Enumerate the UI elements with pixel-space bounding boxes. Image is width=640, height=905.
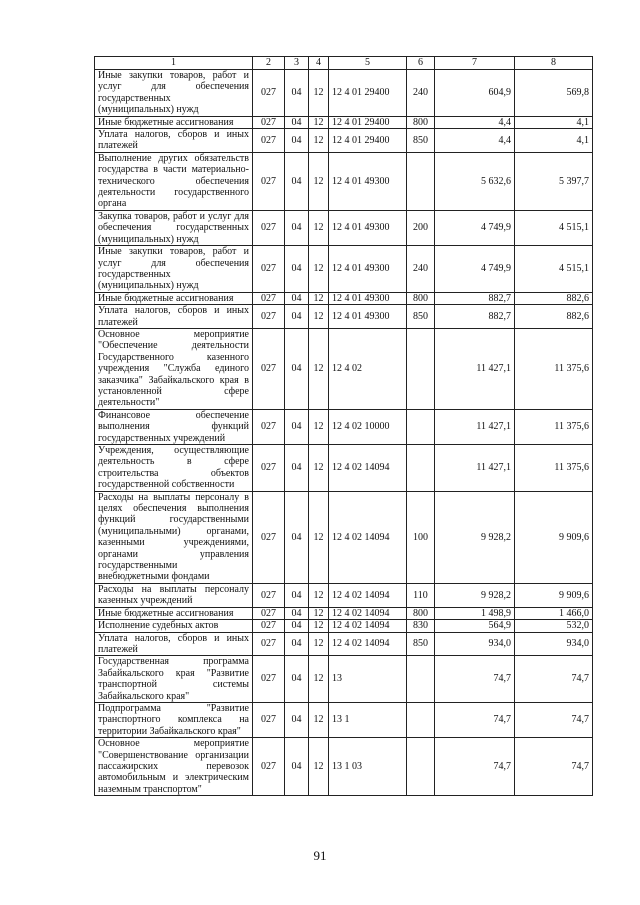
section-cell: 04 — [285, 632, 309, 656]
section-cell: 04 — [285, 491, 309, 583]
expense-type-cell: 100 — [407, 491, 435, 583]
section-cell: 04 — [285, 210, 309, 245]
table-row — [95, 656, 593, 703]
ministry-code-cell: 027 — [253, 607, 285, 619]
subsection-cell: 12 — [309, 328, 329, 409]
ministry-code-cell: 027 — [253, 210, 285, 245]
amount-col8-cell: 4 515,1 — [515, 246, 593, 293]
expense-type-cell: 200 — [407, 210, 435, 245]
target-article-cell: 12 4 01 49300 — [329, 210, 407, 245]
expense-type-cell: 850 — [407, 129, 435, 153]
row-name-cell: Подпрограмма "Развитие транспортного комплекса на территории Забайкальского края" — [95, 702, 253, 737]
amount-col8-cell: 11 375,6 — [515, 445, 593, 492]
expense-type-cell: 800 — [407, 607, 435, 619]
amount-col8-cell: 569,8 — [515, 70, 593, 117]
section-cell: 04 — [285, 445, 309, 492]
subsection-cell: 12 — [309, 620, 329, 632]
ministry-code-cell: 027 — [253, 70, 285, 117]
ministry-code-cell: 027 — [253, 702, 285, 737]
amount-col7-cell: 882,7 — [435, 305, 515, 329]
amount-col7-cell: 1 498,9 — [435, 607, 515, 619]
table-row — [95, 292, 593, 304]
section-cell: 04 — [285, 305, 309, 329]
target-article-cell: 12 4 02 14094 — [329, 620, 407, 632]
amount-col8-cell: 4,1 — [515, 129, 593, 153]
subsection-cell: 12 — [309, 210, 329, 245]
row-name-cell: Иные бюджетные ассигнования — [95, 292, 253, 304]
table-row — [95, 116, 593, 128]
amount-col8-cell: 11 375,6 — [515, 409, 593, 444]
amount-col8-cell: 9 909,6 — [515, 583, 593, 607]
expense-type-cell — [407, 445, 435, 492]
target-article-cell: 12 4 02 14094 — [329, 632, 407, 656]
table-row — [95, 70, 593, 117]
ministry-code-cell: 027 — [253, 656, 285, 703]
row-name-cell: Закупка товаров, работ и услуг для обеспечения государственных (муниципальных) нужд — [95, 210, 253, 245]
amount-col7-cell: 5 632,6 — [435, 152, 515, 210]
row-name-cell: Основное мероприятие "Обеспечение деятельности Государственного казенного учреждения "Служба единого заказчика" Забайкальского края в установленной сфере деятельности" — [95, 328, 253, 409]
subsection-cell: 12 — [309, 292, 329, 304]
section-cell: 04 — [285, 116, 309, 128]
amount-col8-cell: 9 909,6 — [515, 491, 593, 583]
amount-col8-cell: 934,0 — [515, 632, 593, 656]
expense-type-cell: 800 — [407, 292, 435, 304]
section-cell: 04 — [285, 656, 309, 703]
ministry-code-cell: 027 — [253, 246, 285, 293]
expense-type-cell: 240 — [407, 246, 435, 293]
page-number: 91 — [313, 848, 327, 863]
ministry-code-cell: 027 — [253, 491, 285, 583]
amount-col8-cell: 74,7 — [515, 702, 593, 737]
amount-col7-cell: 4 749,9 — [435, 246, 515, 293]
expense-type-cell: 240 — [407, 70, 435, 117]
row-name-cell: Иные закупки товаров, работ и услуг для обеспечения государственных (муниципальных) нужд — [95, 246, 253, 293]
target-article-cell: 13 1 03 — [329, 738, 407, 796]
amount-col8-cell: 1 466,0 — [515, 607, 593, 619]
target-article-cell: 12 4 01 29400 — [329, 116, 407, 128]
target-article-cell: 13 — [329, 656, 407, 703]
target-article-cell: 12 4 02 14094 — [329, 607, 407, 619]
ministry-code-cell: 027 — [253, 620, 285, 632]
subsection-cell: 12 — [309, 246, 329, 293]
expense-type-cell: 800 — [407, 116, 435, 128]
amount-col7-cell: 4 749,9 — [435, 210, 515, 245]
section-cell: 04 — [285, 292, 309, 304]
ministry-code-cell: 027 — [253, 632, 285, 656]
table-row — [95, 738, 593, 796]
table-row — [95, 702, 593, 737]
target-article-cell: 12 4 02 — [329, 328, 407, 409]
section-cell: 04 — [285, 738, 309, 796]
section-cell: 04 — [285, 129, 309, 153]
target-article-cell: 13 1 — [329, 702, 407, 737]
section-cell: 04 — [285, 328, 309, 409]
amount-col7-cell: 4,4 — [435, 116, 515, 128]
table-row — [95, 246, 593, 293]
amount-col8-cell: 882,6 — [515, 292, 593, 304]
row-name-cell: Выполнение других обязательств государства в части материально-технического обеспечения деятельности государственного органа — [95, 152, 253, 210]
amount-col8-cell: 4 515,1 — [515, 210, 593, 245]
row-name-cell: Основное мероприятие "Совершенствование организации пассажирских перевозок автомобильным и электрическим наземным транспортом" — [95, 738, 253, 796]
amount-col7-cell: 564,9 — [435, 620, 515, 632]
amount-col8-cell: 882,6 — [515, 305, 593, 329]
ministry-code-cell: 027 — [253, 328, 285, 409]
section-cell: 04 — [285, 246, 309, 293]
target-article-cell: 12 4 01 49300 — [329, 305, 407, 329]
amount-col8-cell: 74,7 — [515, 738, 593, 796]
amount-col7-cell: 604,9 — [435, 70, 515, 117]
expense-type-cell — [407, 702, 435, 737]
subsection-cell: 12 — [309, 607, 329, 619]
row-name-cell: Уплата налогов, сборов и иных платежей — [95, 305, 253, 329]
target-article-cell: 12 4 02 14094 — [329, 445, 407, 492]
ministry-code-cell: 027 — [253, 152, 285, 210]
ministry-code-cell: 027 — [253, 738, 285, 796]
subsection-cell: 12 — [309, 656, 329, 703]
subsection-cell: 12 — [309, 583, 329, 607]
subsection-cell: 12 — [309, 129, 329, 153]
table-header-row — [95, 57, 593, 70]
target-article-cell: 12 4 02 14094 — [329, 583, 407, 607]
column-header: 8 — [515, 57, 593, 70]
section-cell: 04 — [285, 409, 309, 444]
row-name-cell: Расходы на выплаты персоналу в целях обеспечения выполнения функций государственными (муниципальными) органами, казенными учреждениями, органами управления государственными внебюджетными фондами — [95, 491, 253, 583]
table-row — [95, 409, 593, 444]
table-row — [95, 583, 593, 607]
amount-col7-cell: 11 427,1 — [435, 409, 515, 444]
expense-type-cell — [407, 409, 435, 444]
column-header: 7 — [435, 57, 515, 70]
amount-col8-cell: 5 397,7 — [515, 152, 593, 210]
target-article-cell: 12 4 02 10000 — [329, 409, 407, 444]
subsection-cell: 12 — [309, 409, 329, 444]
expense-type-cell — [407, 328, 435, 409]
section-cell: 04 — [285, 583, 309, 607]
row-name-cell: Финансовое обеспечение выполнения функций государственных учреждений — [95, 409, 253, 444]
row-name-cell: Иные закупки товаров, работ и услуг для обеспечения государственных (муниципальных) нужд — [95, 70, 253, 117]
amount-col8-cell: 532,0 — [515, 620, 593, 632]
amount-col7-cell: 4,4 — [435, 129, 515, 153]
table-row — [95, 445, 593, 492]
amount-col8-cell: 11 375,6 — [515, 328, 593, 409]
subsection-cell: 12 — [309, 116, 329, 128]
amount-col7-cell: 74,7 — [435, 738, 515, 796]
row-name-cell: Уплата налогов, сборов и иных платежей — [95, 632, 253, 656]
ministry-code-cell: 027 — [253, 116, 285, 128]
section-cell: 04 — [285, 70, 309, 117]
row-name-cell: Иные бюджетные ассигнования — [95, 607, 253, 619]
table-body — [95, 70, 593, 796]
target-article-cell: 12 4 01 49300 — [329, 246, 407, 293]
amount-col8-cell: 4,1 — [515, 116, 593, 128]
budget-table — [94, 56, 593, 796]
subsection-cell: 12 — [309, 491, 329, 583]
subsection-cell: 12 — [309, 702, 329, 737]
table-row — [95, 210, 593, 245]
column-header: 3 — [285, 57, 309, 70]
amount-col7-cell: 9 928,2 — [435, 491, 515, 583]
section-cell: 04 — [285, 620, 309, 632]
expense-type-cell: 850 — [407, 632, 435, 656]
target-article-cell: 12 4 02 14094 — [329, 491, 407, 583]
row-name-cell: Исполнение судебных актов — [95, 620, 253, 632]
target-article-cell: 12 4 01 29400 — [329, 129, 407, 153]
table-row — [95, 328, 593, 409]
row-name-cell: Учреждения, осуществляющие деятельность в сфере строительства объектов государственной собственности — [95, 445, 253, 492]
subsection-cell: 12 — [309, 632, 329, 656]
expense-type-cell: 110 — [407, 583, 435, 607]
table-row — [95, 152, 593, 210]
expense-type-cell: 830 — [407, 620, 435, 632]
amount-col8-cell: 74,7 — [515, 656, 593, 703]
ministry-code-cell: 027 — [253, 409, 285, 444]
subsection-cell: 12 — [309, 70, 329, 117]
amount-col7-cell: 74,7 — [435, 702, 515, 737]
target-article-cell: 12 4 01 29400 — [329, 70, 407, 117]
section-cell: 04 — [285, 607, 309, 619]
ministry-code-cell: 027 — [253, 305, 285, 329]
table-row — [95, 129, 593, 153]
expense-type-cell — [407, 152, 435, 210]
amount-col7-cell: 11 427,1 — [435, 328, 515, 409]
amount-col7-cell: 11 427,1 — [435, 445, 515, 492]
target-article-cell: 12 4 01 49300 — [329, 152, 407, 210]
row-name-cell: Расходы на выплаты персоналу казенных учреждений — [95, 583, 253, 607]
expense-type-cell — [407, 738, 435, 796]
amount-col7-cell: 882,7 — [435, 292, 515, 304]
section-cell: 04 — [285, 152, 309, 210]
ministry-code-cell: 027 — [253, 583, 285, 607]
subsection-cell: 12 — [309, 305, 329, 329]
expense-type-cell — [407, 656, 435, 703]
amount-col7-cell: 74,7 — [435, 656, 515, 703]
table-row — [95, 632, 593, 656]
amount-col7-cell: 934,0 — [435, 632, 515, 656]
amount-col7-cell: 9 928,2 — [435, 583, 515, 607]
table-row — [95, 491, 593, 583]
row-name-cell: Государственная программа Забайкальского края "Развитие транспортной системы Забайкальского края" — [95, 656, 253, 703]
section-cell: 04 — [285, 702, 309, 737]
table-row — [95, 607, 593, 619]
table-row — [95, 620, 593, 632]
table-row — [95, 305, 593, 329]
ministry-code-cell: 027 — [253, 129, 285, 153]
subsection-cell: 12 — [309, 738, 329, 796]
column-header: 4 — [309, 57, 329, 70]
subsection-cell: 12 — [309, 152, 329, 210]
column-header: 1 — [95, 57, 253, 70]
column-header: 5 — [329, 57, 407, 70]
row-name-cell: Иные бюджетные ассигнования — [95, 116, 253, 128]
column-header: 6 — [407, 57, 435, 70]
subsection-cell: 12 — [309, 445, 329, 492]
ministry-code-cell: 027 — [253, 292, 285, 304]
expense-type-cell: 850 — [407, 305, 435, 329]
row-name-cell: Уплата налогов, сборов и иных платежей — [95, 129, 253, 153]
target-article-cell: 12 4 01 49300 — [329, 292, 407, 304]
column-header: 2 — [253, 57, 285, 70]
ministry-code-cell: 027 — [253, 445, 285, 492]
